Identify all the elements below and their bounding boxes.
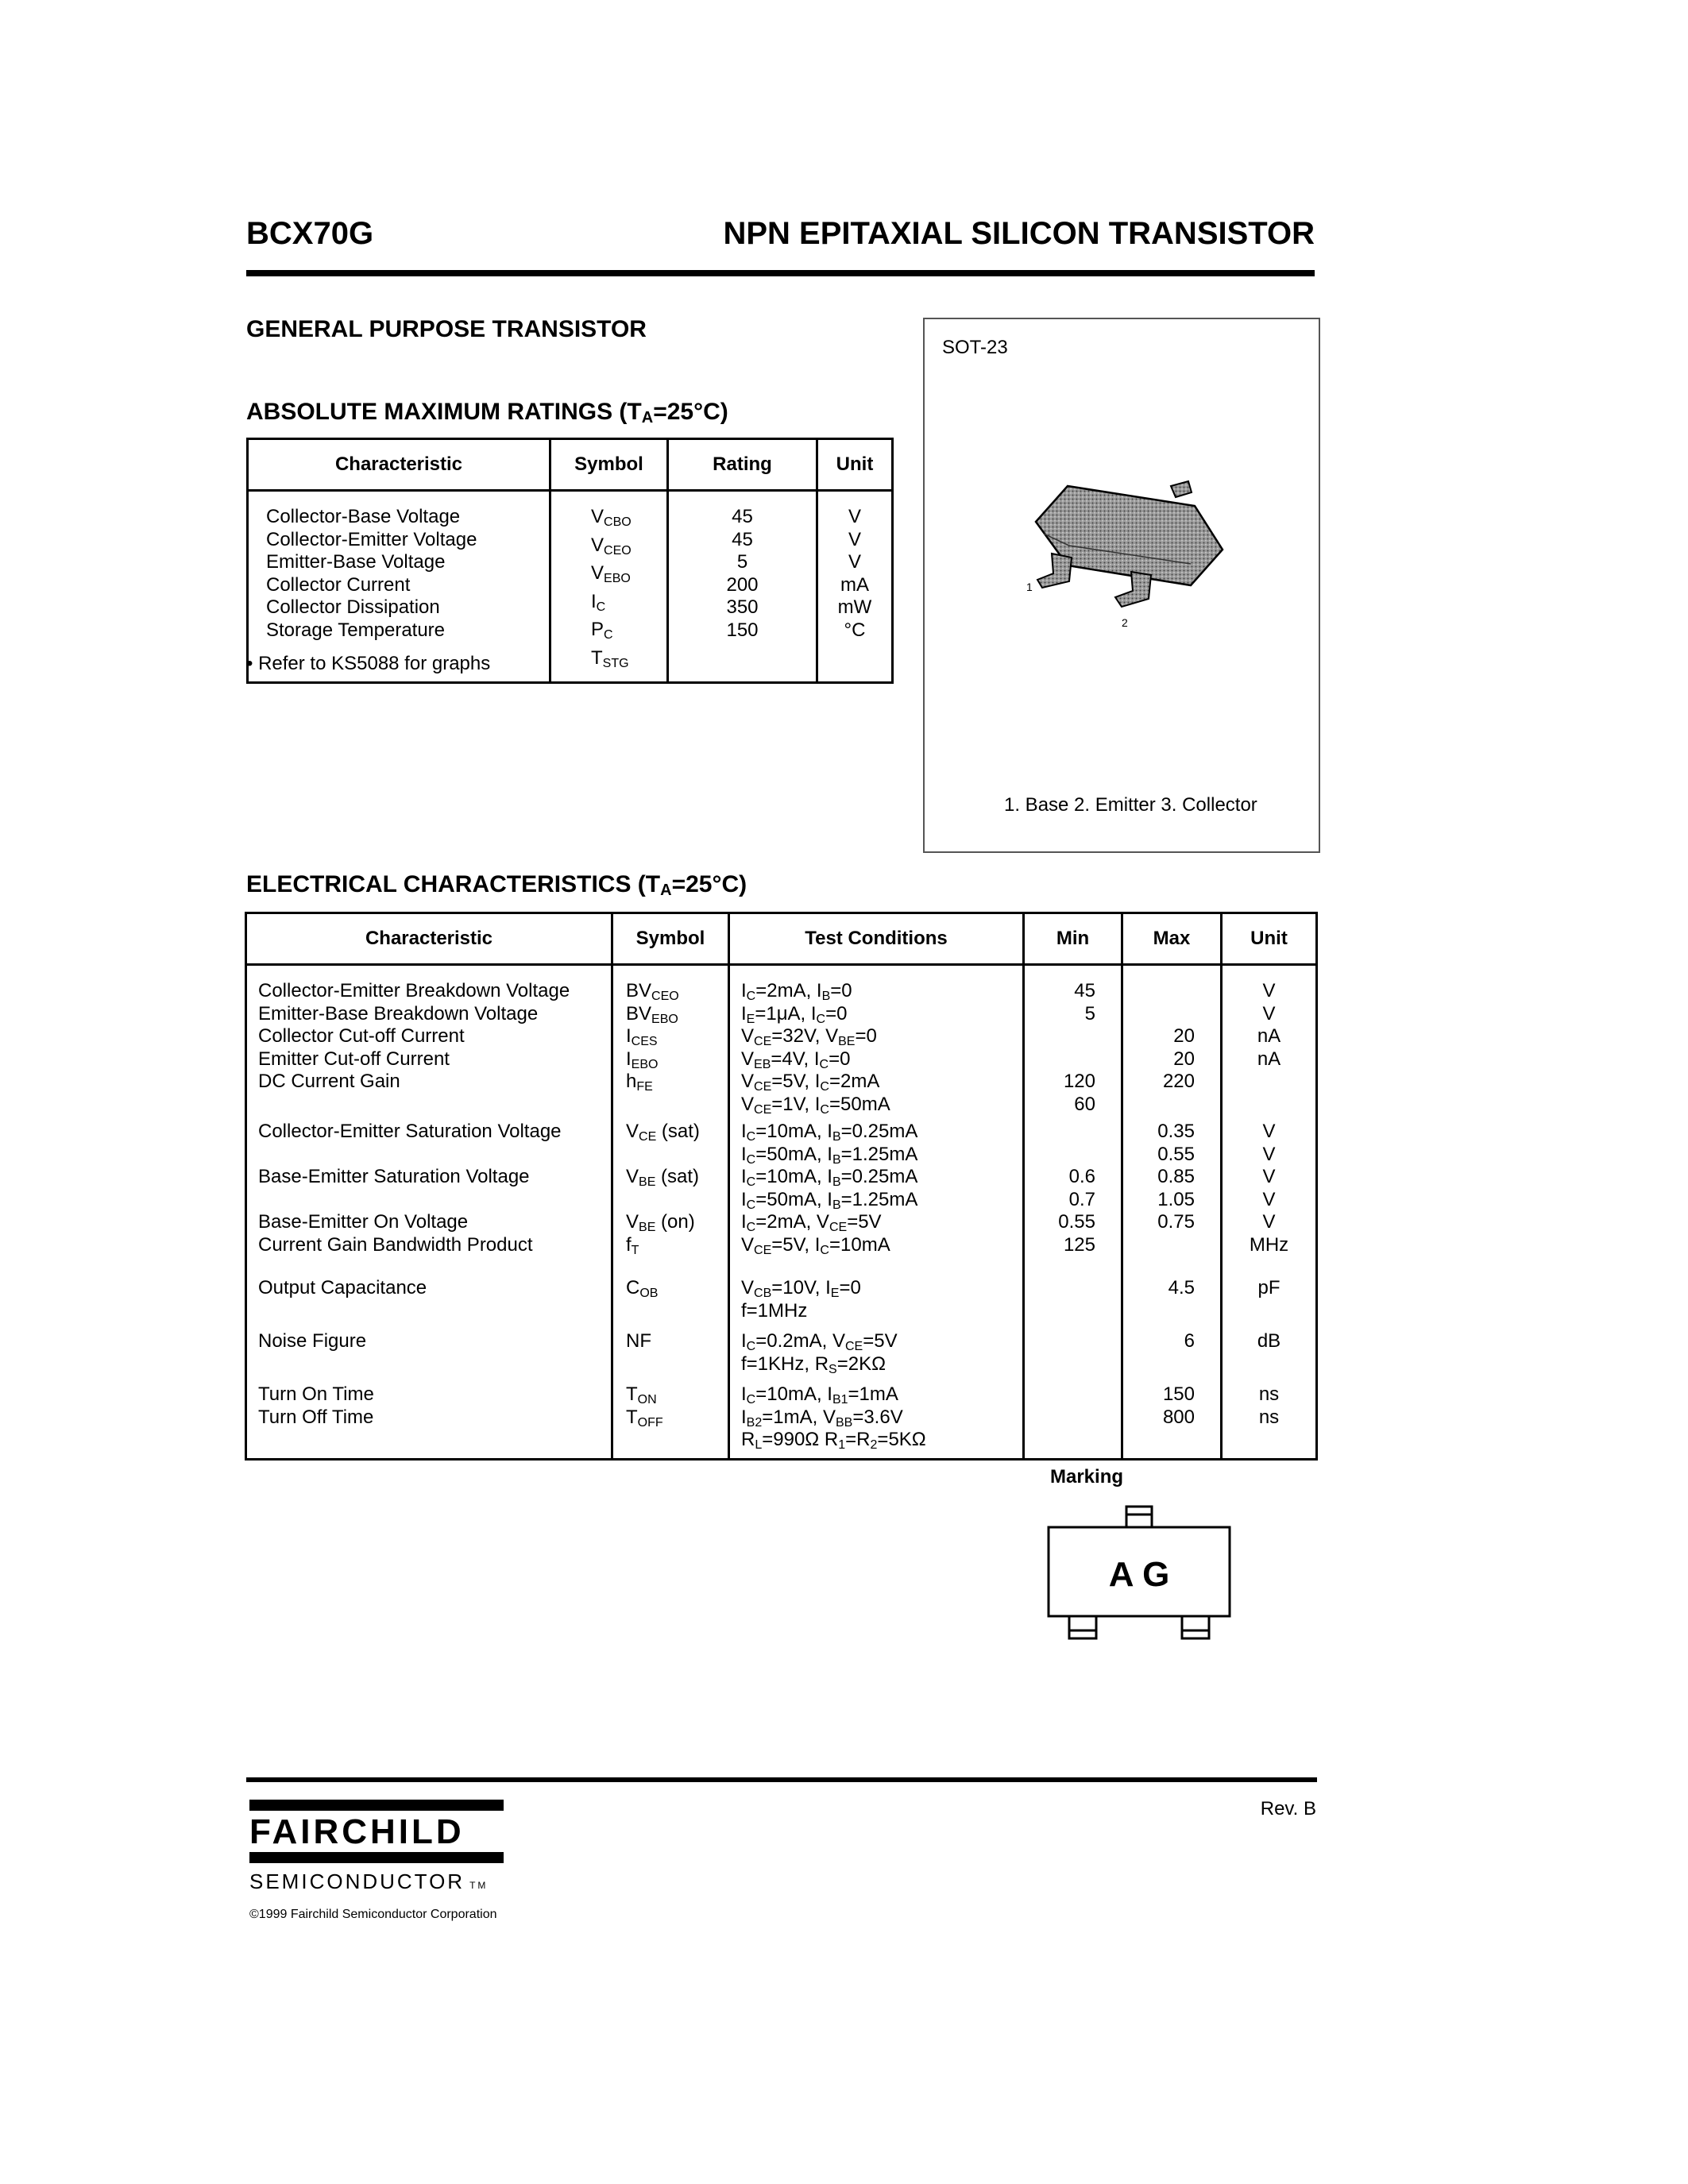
package-name: SOT-23 [942,337,1008,358]
elec-condition: $V_{CB}=10V$, $I_E=0$ [741,1277,861,1300]
elec-condition: $R_L=990\Omega$ $R_1=R_2=5K\Omega$ [741,1429,926,1452]
elec-symbol: $T_{OFF}$ [626,1406,663,1430]
elec-min: 0.7 [1068,1188,1095,1210]
abs-unit: V [848,528,861,550]
elec-max: 4.5 [1168,1277,1195,1298]
pin-1-label: 1 [1026,581,1033,593]
elec-unit: nA [1257,1048,1281,1070]
elec-max: 0.75 [1157,1211,1195,1233]
part-number: BCX70G [246,216,374,251]
elec-condition: $I_C=10mA$, $I_B=0.25mA$ [741,1121,918,1144]
elec-char: Base-Emitter Saturation Voltage [258,1166,530,1187]
elec-char: Base-Emitter On Voltage [258,1211,469,1233]
elec-min: 5 [1084,1002,1095,1024]
document-title: NPN EPITAXIAL SILICON TRANSISTOR [723,216,1315,251]
graph-note: • Refer to KS5088 for graphs [246,653,491,674]
abs-unit: V [848,506,861,527]
abs-rating: 150 [726,619,759,641]
abs-char: Emitter-Base Voltage [266,551,446,573]
marking-code: A G [1108,1555,1170,1594]
elec-max: 0.35 [1157,1121,1195,1142]
abs-max-table [246,438,894,684]
abs-symbol: $T_{STG}$ [591,646,629,670]
elec-max: 20 [1173,1048,1195,1070]
col-test-conditions: Test Conditions [729,913,1024,965]
elec-symbol: $I_{CES}$ [626,1025,658,1048]
footer-rule [246,1777,1317,1782]
elec-unit: V [1262,1166,1276,1187]
elec-unit: V [1262,1211,1276,1233]
elec-unit: V [1262,1121,1276,1142]
abs-char: Storage Temperature [266,619,446,641]
elec-max: 20 [1173,1025,1195,1047]
elec-condition: $V_{CE}=32V$, $V_{BE}=0$ [741,1025,877,1048]
elec-min: 45 [1074,980,1095,1001]
abs-unit: °C [844,619,866,641]
pin-legend: 1. Base 2. Emitter 3. Collector [1004,794,1257,816]
abs-char: Collector-Base Voltage [266,506,461,527]
elec-char: Collector Cut-off Current [258,1025,465,1047]
elec-symbol: $T_{ON}$ [626,1383,657,1406]
elec-unit: nA [1257,1025,1281,1047]
elec-max: 220 [1162,1071,1195,1092]
header-rule [246,270,1315,276]
elec-condition: $I_C=50mA$, $I_B=1.25mA$ [741,1143,918,1167]
elec-char: Current Gain Bandwidth Product [258,1233,533,1256]
elec-symbol: $I_{EBO}$ [626,1048,659,1071]
col-unit: Unit [817,439,893,491]
abs-unit: mW [837,596,872,618]
abs-rating: 5 [736,551,748,573]
elec-char: Collector-Emitter Breakdown Voltage [258,980,570,1001]
elec-min: 0.55 [1058,1211,1095,1233]
elec-symbol: $f_T$ [626,1233,639,1257]
fairchild-logo: FAIRCHILD SEMICONDUCTOR TM [249,1800,504,1894]
elec-unit: V [1262,1002,1276,1024]
elec-symbol: $V_{BE}$ (on) [626,1211,695,1234]
elec-char: Noise Figure [258,1330,367,1352]
col-characteristic: Characteristic [248,439,550,491]
abs-unit: mA [840,573,869,596]
elec-symbol: $BV_{CEO}$ [626,980,679,1003]
package-box [923,318,1320,853]
elec-min: 120 [1063,1071,1095,1092]
pin-2-label: 2 [1122,616,1128,629]
elec-condition: $I_{B2}=1mA$, $V_{BB}=3.6V$ [741,1406,903,1430]
abs-char: Collector-Emitter Voltage [266,528,477,550]
elec-symbol: NF [626,1330,651,1352]
elec-max: 6 [1184,1330,1195,1352]
elec-unit: ns [1258,1406,1280,1428]
elec-unit: ns [1258,1383,1280,1405]
elec-max: 1.05 [1157,1188,1195,1210]
elec-condition: f=1KHz, $R_S=2K\Omega$ [741,1352,886,1376]
copyright: ©1999 Fairchild Semiconductor Corporation [249,1908,497,1921]
elec-min: 60 [1074,1093,1095,1115]
elec-char: Output Capacitance [258,1277,427,1298]
abs-char: Collector Current [266,573,411,596]
elec-unit: dB [1257,1330,1281,1352]
elec-max: 800 [1162,1406,1195,1428]
abs-symbol: $V_{EBO}$ [591,562,631,585]
elec-condition: $I_C=10mA$, $I_{B1}=1mA$ [741,1383,898,1406]
col-max: Max [1122,913,1222,965]
elec-symbol: $V_{BE}$ (sat) [626,1166,700,1189]
abs-rating: 350 [726,596,759,618]
elec-max: 0.55 [1157,1143,1195,1165]
marking-diagram [1047,1505,1233,1648]
elec-char: Emitter Cut-off Current [258,1048,450,1070]
elec-max: 150 [1162,1383,1195,1405]
elec-unit: V [1262,1188,1276,1210]
col-symbol: Symbol [550,439,668,491]
elec-char: DC Current Gain [258,1071,400,1092]
elec-condition: f=1MHz [741,1299,808,1322]
elec-char: Turn Off Time [258,1406,374,1428]
col-rating: Rating [668,439,817,491]
elec-unit: pF [1257,1277,1280,1298]
elec-condition: $I_E=1\mu A$, $I_C=0$ [741,1002,848,1026]
elec-max: 0.85 [1157,1166,1195,1187]
abs-symbol: $I_C$ [591,590,606,614]
col-symbol: Symbol [612,913,729,965]
elec-symbol: $C_{OB}$ [626,1277,659,1300]
elec-condition: $I_C=10mA$, $I_B=0.25mA$ [741,1166,918,1189]
elec-unit: V [1262,980,1276,1001]
col-characteristic: Characteristic [246,913,612,965]
elec-symbol: $V_{CE}$ (sat) [626,1121,700,1144]
abs-rating: 45 [732,506,753,527]
elec-char: Turn On Time [258,1383,374,1405]
elec-condition: $V_{CE}=5V$, $I_C=2mA$ [741,1071,880,1094]
col-unit: Unit [1222,913,1317,965]
abs-rating: 200 [726,573,759,596]
elec-symbol: $h_{FE}$ [626,1071,653,1094]
elec-condition: $V_{CE}=5V$, $I_C=10mA$ [741,1233,890,1257]
elec-table [245,912,1318,1461]
elec-condition: $I_C=2mA$, $V_{CE}=5V$ [741,1211,882,1234]
elec-char: Emitter-Base Breakdown Voltage [258,1002,539,1024]
abs-char: Collector Dissipation [266,596,440,618]
elec-char: Collector-Emitter Saturation Voltage [258,1121,562,1142]
elec-unit: MHz [1249,1233,1289,1256]
abs-symbol: $V_{CEO}$ [591,534,632,558]
abs-symbol: $V_{CBO}$ [591,506,632,529]
abs-max-heading: ABSOLUTE MAXIMUM RATINGS $(T_A=25^\circ C)$ [246,399,728,426]
subtitle: GENERAL PURPOSE TRANSISTOR [246,316,647,342]
elec-min: 125 [1063,1233,1095,1256]
elec-symbol: $BV_{EBO}$ [626,1002,678,1026]
elec-heading: ELECTRICAL CHARACTERISTICS $(T_A=25^\circ C)$ [246,871,747,899]
col-min: Min [1024,913,1122,965]
sot23-package-image [1020,462,1258,653]
marking-label: Marking [1050,1466,1124,1488]
elec-condition: $I_C=2mA$, $I_B=0$ [741,980,852,1003]
revision: Rev. B [1260,1798,1316,1819]
elec-min: 0.6 [1068,1166,1095,1187]
elec-condition: $I_C=50mA$, $I_B=1.25mA$ [741,1188,918,1212]
elec-condition: $V_{EB}=4V$, $I_C=0$ [741,1048,851,1071]
elec-unit: V [1262,1143,1276,1165]
abs-unit: V [848,551,861,573]
abs-rating: 45 [732,528,753,550]
abs-symbol: $P_C$ [591,619,613,642]
elec-condition: $V_{CE}=1V$, $I_C=50mA$ [741,1093,890,1117]
elec-condition: $I_C=0.2mA$, $V_{CE}=5V$ [741,1330,898,1353]
